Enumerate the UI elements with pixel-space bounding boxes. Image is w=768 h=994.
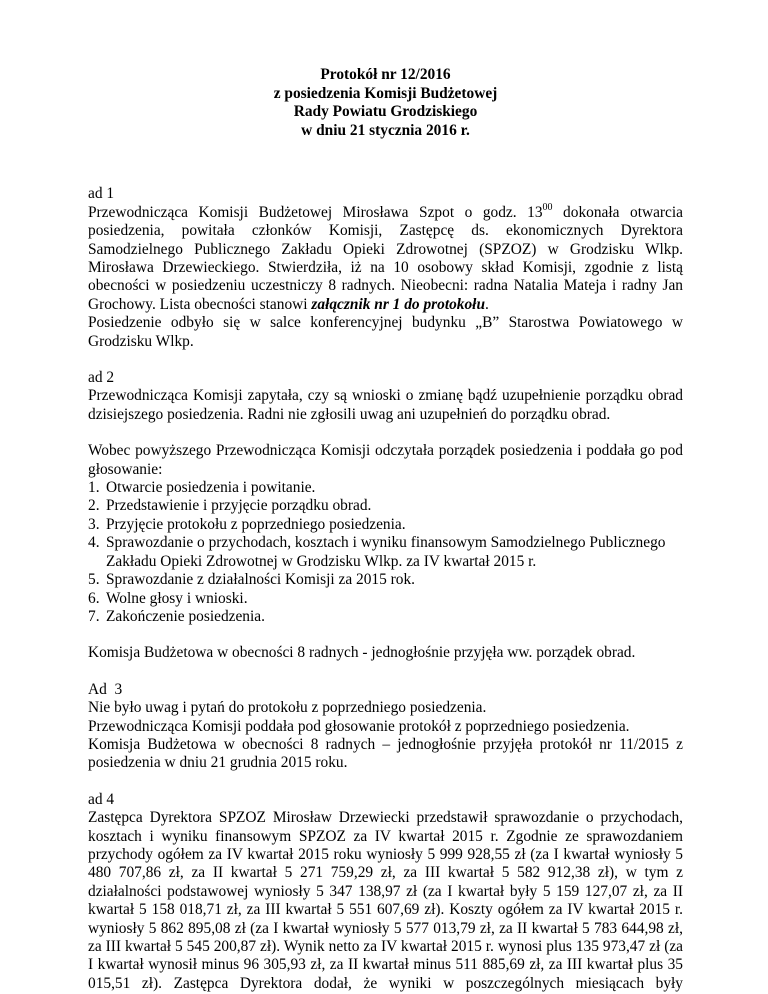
protocol-title	[88, 66, 683, 140]
ad1-paragraph	[88, 201, 683, 314]
section-ad4	[88, 791, 683, 993]
ad2-agenda-intro: Wobec powyższego Przewodnicząca Komisji odczytała porządek posiedzenia i poddała go pod głosowanie:	[88, 442, 683, 478]
section-ad2	[88, 369, 683, 663]
ad3-paragraph-2: Przewodnicząca Komisji poddała pod głosowanie protokół z poprzedniego posiedzenia.	[88, 717, 630, 735]
ad4-heading: ad 4	[88, 790, 115, 808]
ad2-vote-result: Komisja Budżetowa w obecności 8 radnych - jednogłośnie przyjęła ww. porządek obrad.	[88, 644, 636, 662]
ad1-heading: ad 1	[88, 185, 115, 203]
agenda-item: 2. Przedstawienie i przyjęcie porządku obrad.	[88, 497, 372, 515]
title-line-2: z posiedzenia Komisji Budżetowej	[273, 84, 498, 102]
ad1-text-1: Przewodnicząca Komisji Budżetowej Mirosława Szpot o godz. 13	[88, 203, 543, 221]
section-ad1	[88, 185, 683, 351]
title-line-1: Protokół nr 12/2016	[320, 66, 451, 83]
attachment-reference: załącznik nr 1 do protokołu	[311, 295, 486, 313]
agenda-item: 1. Otwarcie posiedzenia i powitanie.	[88, 479, 316, 497]
agenda-item: 5. Sprawozdanie z działalności Komisji za 2015 rok.	[88, 571, 416, 589]
section-ad3	[88, 681, 683, 773]
agenda-list	[88, 479, 683, 626]
ad3-heading: Ad 3	[88, 680, 123, 698]
ad2-heading: ad 2	[88, 369, 115, 387]
agenda-item: 6. Wolne głosy i wnioski.	[88, 589, 248, 607]
ad3-paragraph-1: Nie było uwag i pytań do protokołu z poprzedniego posiedzenia.	[88, 699, 487, 717]
ad3-paragraph-3: Komisja Budżetowa w obecności 8 radnych – jednogłośnie przyjęła protokół nr 11/2015 z posiedzenia w dniu 21 grudnia 2015 roku.	[88, 735, 683, 772]
ad1-location: Posiedzenie odbyło się w salce konferencyjnej budynku „B” Starostwa Powiatowego w Grodzisku Wlkp.	[88, 314, 683, 350]
title-line-3: Rady Powiatu Grodziskiego	[293, 103, 478, 121]
agenda-item: 4. Sprawozdanie o przychodach, kosztach i wyniku finansowym Samodzielnego Publicznego Zakładu Opieki Zdrowotnej w Grodzisku Wlkp. za IV kwartał 2015 r.	[88, 534, 666, 570]
ad1-text-end: .	[485, 295, 489, 313]
ad2-paragraph: Przewodnicząca Komisji zapytała, czy są wnioski o zmianę bądź uzupełnienie porządku obrad dzisiejszego posiedzenia. Radni nie zgłosili uwag ani uzupełnień do porządku obrad.	[88, 387, 683, 423]
ad4-paragraph: Zastępca Dyrektora SPZOZ Mirosław Drzewiecki przedstawił sprawozdanie o przychodach, kosztach i wyniku finansowym SPZOZ za IV kwartał 2015 r. Zgodnie ze sprawozdaniem przychody ogółem za IV kwartał 2015 roku wyniosły 5 999 928,55 zł (za I kwartał wyniosły 5 480 707,86 zł, za II kwartał 5 271 759,29 zł, za III kwartał 5 582 912,38 zł), w tym z działalności podstawowej wyniosły 5 347 138,97 zł (za I kwartał były 5 159 127,07 zł, za II kwartał 5 158 018,71 zł, za III kwartał 5 551 607,69 zł). Koszty ogółem za IV kwartał 2015 r. wyniosły 5 862 895,08 zł (za I kwartał wyniosły 5 577 013,79 zł, za II kwartał 5 783 644,98 zł, za III kwartał 5 545 200,87 zł). Wynik netto za IV kwartał 2015 r. wynosi plus 135 973,47 zł (za I kwartał wynosił minus 96 305,93 zł, za II kwartał minus 511 885,69 zł, za III kwartał plus 35 015,51 zł). Zastępca Dyrektora dodał, że wyniki w poszczególnych miesiącach były	[88, 809, 683, 992]
agenda-item: 3. Przyjęcie protokołu z poprzedniego posiedzenia.	[88, 515, 406, 533]
title-line-4: w dniu 21 stycznia 2016 r.	[301, 121, 470, 139]
agenda-item: 7. Zakończenie posiedzenia.	[88, 607, 265, 625]
ad1-time-superscript: 00	[542, 201, 553, 213]
ad1-text-2: dokonała otwarcia posiedzenia, powitała członków Komisji, Zastępcę ds. ekonomicznych Dyrektora Samodzielnego Publicznego Zakładu Opieki Zdrowotnej (SPZOZ) w Grodzisku Wlkp. Mirosława Drzewieckiego. Stwierdziła, iż na 10 osobowy skład Komisji, zgodnie z listą obecności w posiedzeniu uczestniczy 8 radnych. Nieobecni: radna Natalia Mateja i radny Jan Grochowy. Lista obecności stanowi	[88, 203, 683, 313]
